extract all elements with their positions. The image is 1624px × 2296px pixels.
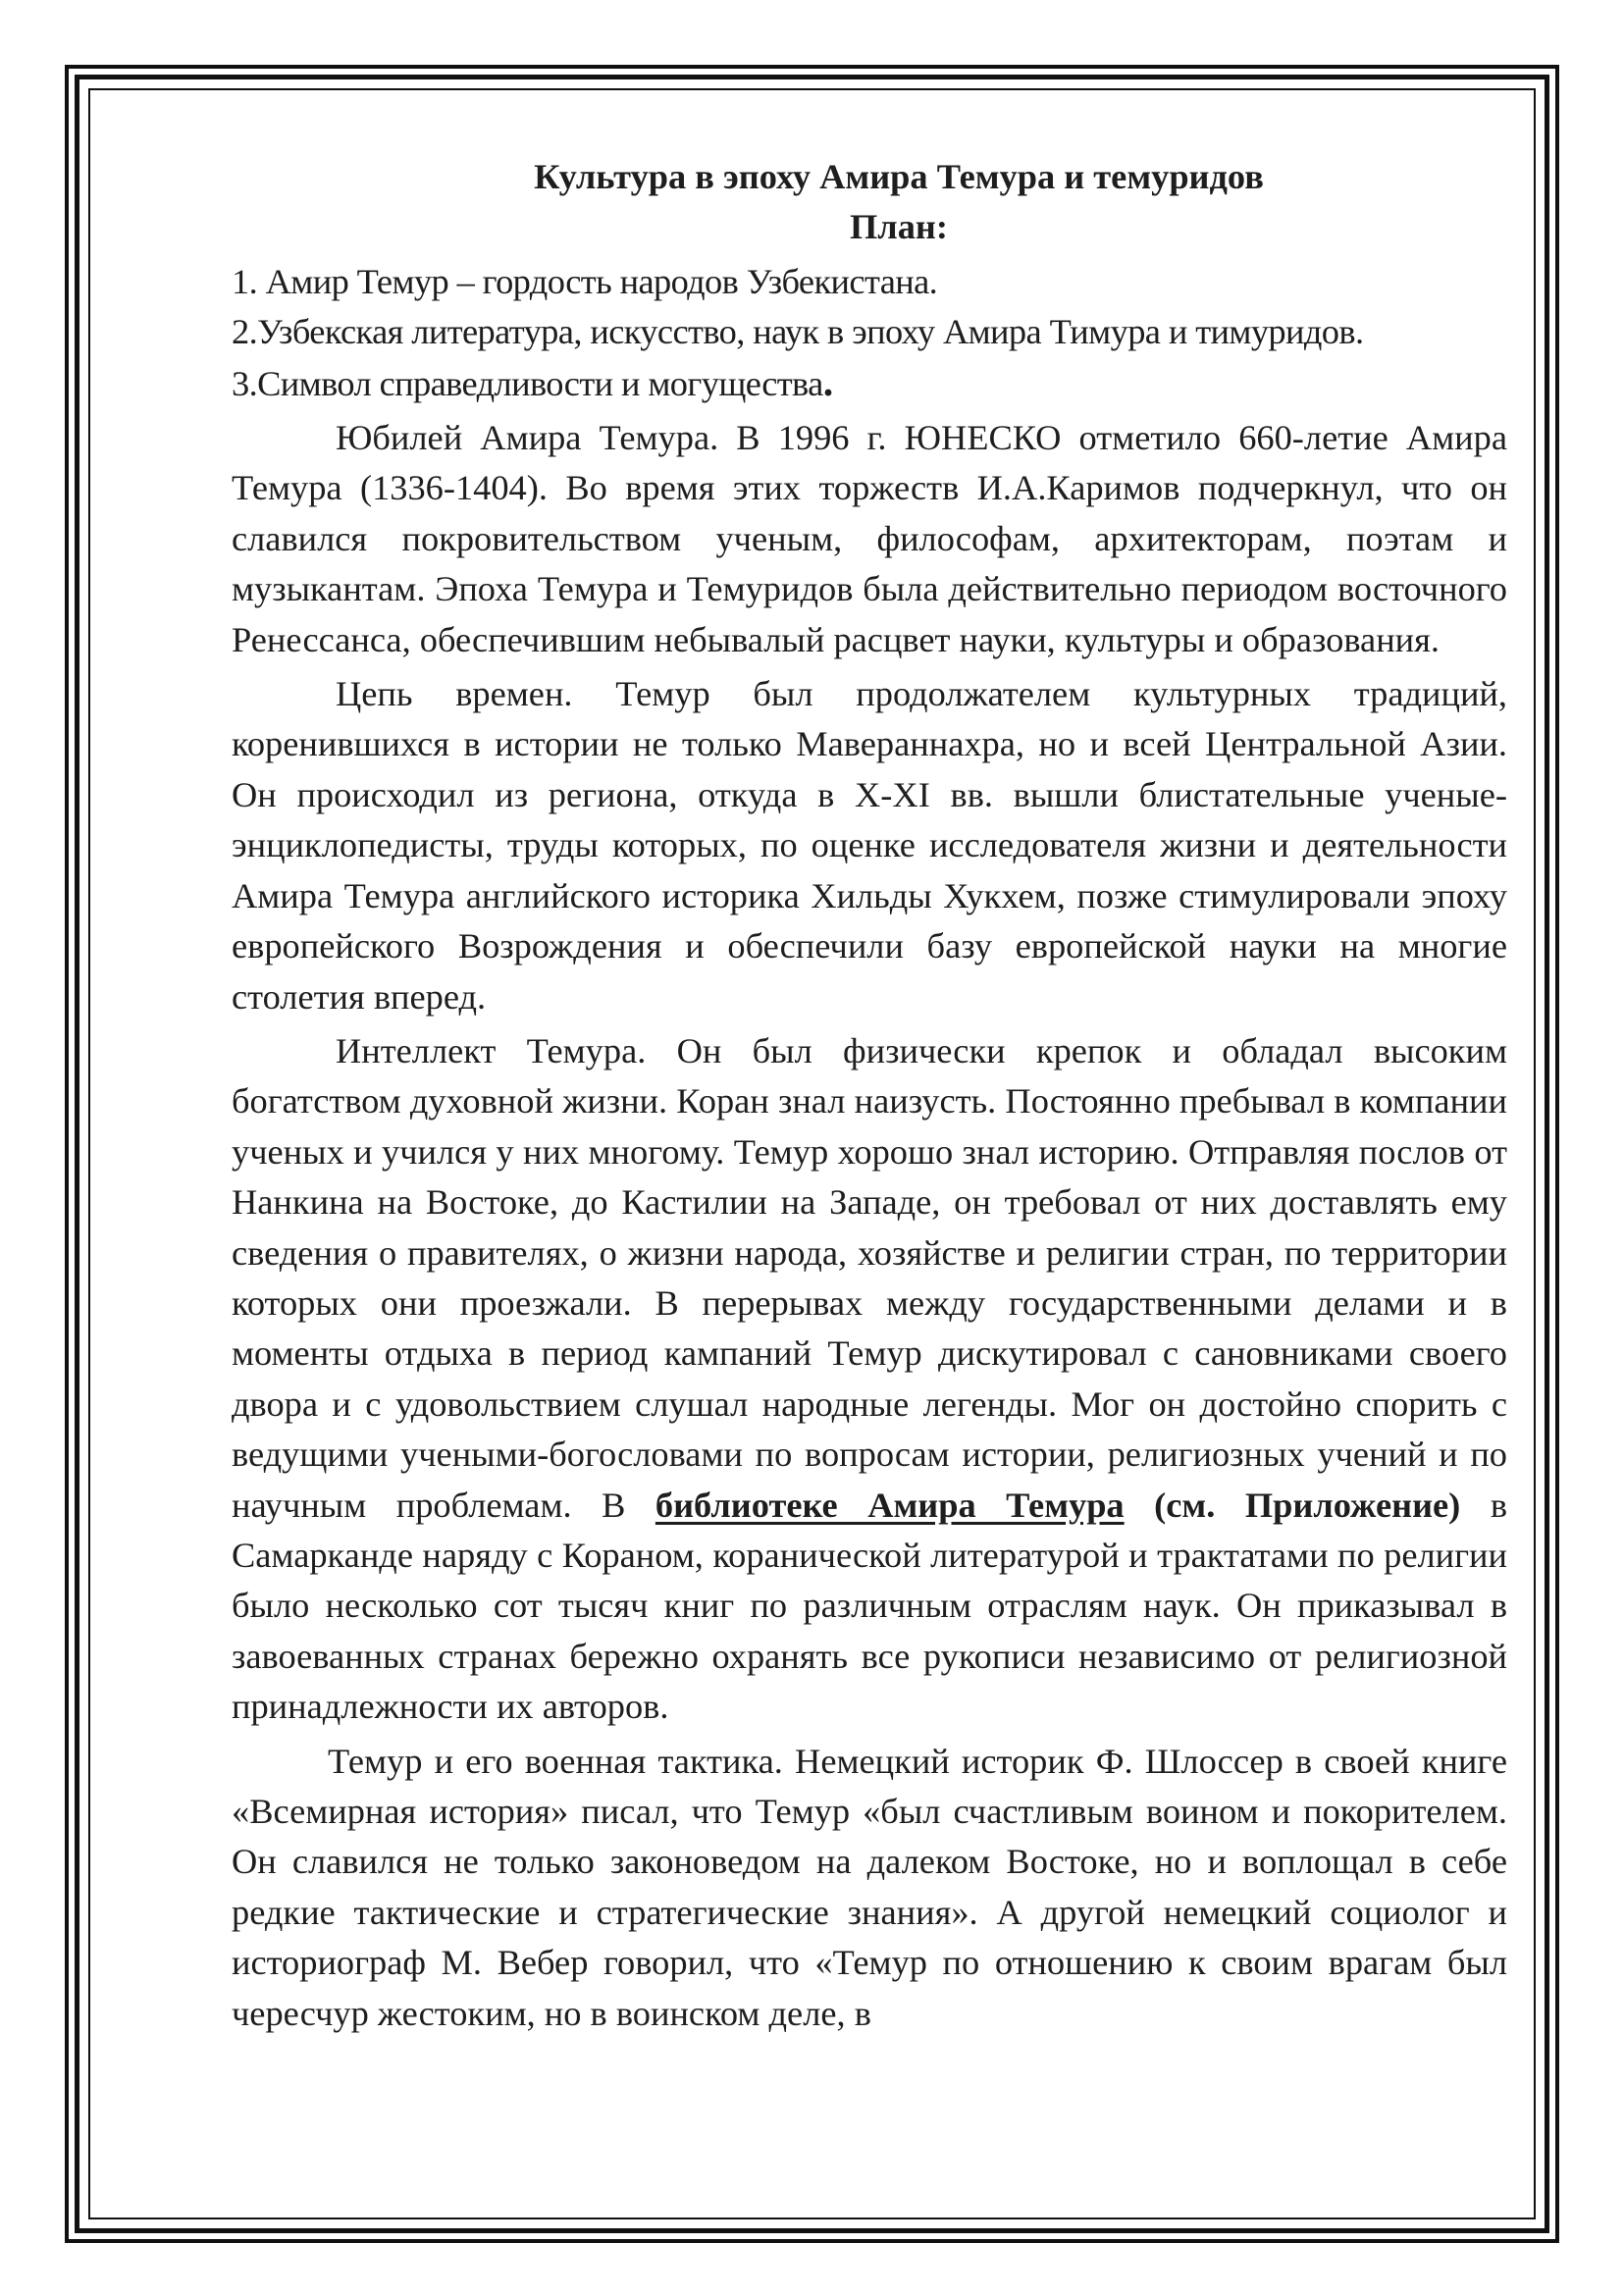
plan-heading: План: [849, 207, 948, 247]
paragraph-jubilee: Юбилей Амира Темура. В 1996 г. ЮНЕСКО отметило 660-летие Амира Темура (1336-1404). Во время этих торжеств И.А.Каримов подчеркнул, что он славился покровительством ученым, философам, архитекторам, поэтам и музыкантам. Эпоха Темура и Темуридов была действительно периодом восточного Ренессанса, обеспечившим небывалый расцвет науки, культуры и образования. [232, 418, 1507, 659]
plan-item-3 [232, 358, 1507, 409]
plan-item-1: 1. Амир Темур – гордость народов Узбекистана. [232, 261, 938, 301]
paragraph-military-tactics: Темур и его военная тактика. Немецкий историк Ф. Шлоссер в своей книге «Всемирная история» писал, что Темур «был счастливым воином и покорителем. Он славился не только законоведом на далеком Востоке, но и воплощал в себе редкие тактические и стратегические знания». А другой немецкий социолог и историограф М. Вебер говорил, что «Темур по отношению к своим врагам был чересчур жестоким, но в воинском деле, в [232, 1741, 1507, 2033]
document-title: Культура в эпоху Амира Темура и темуридов [534, 157, 1264, 196]
appendix-note: (см. Приложение) [1124, 1485, 1461, 1525]
plan-list [232, 257, 1507, 409]
paragraph-intellect-text-end: в Самарканде наряду с Кораном, коранической литературой и трактатами по религии было несколько сот тысяч книг по различным отраслям наук. Он приказывал в завоеванных странах бережно охранять все рукописи независимо от религиозной принадлежности их авторов. [232, 1485, 1508, 1727]
paragraph-intellect [232, 1026, 1507, 1733]
plan-item-3-text: 3.Символ справедливости и могущества [232, 363, 823, 403]
library-link[interactable]: библиотеке Амира Темура [655, 1485, 1125, 1525]
paragraph-chain-of-times: Цепь времен. Темур был продолжателем культурных традиций, коренившихся в истории не только Мавераннахра, но и всей Центральной Азии. Он происходил из региона, откуда в X-XI вв. вышли блистательные ученые-энциклопедисты, труды которых, по оценке исследователя жизни и деятельности Амира Темура английского историка Хильды Хукхем, позже стимулировали эпоху европейского Возрождения и обеспечили базу европейской науки на многие столетия вперед. [232, 674, 1507, 1017]
plan-item-2: 2.Узбекская литература, искусство, наук в эпоху Амира Тимура и тимуридов. [232, 312, 1364, 352]
plan-item-3-period: . [822, 359, 833, 405]
document-body [232, 152, 1507, 2039]
paragraph-intellect-text-start: Интеллект Темура. Он был физически крепок и обладал высоким богатством духовной жизни. Коран знал наизусть. Постоянно пребывал в компании ученых и учился у них многому. Темур хорошо знал историю. Отправляя послов от Нанкина на Востоке, до Кастилии на Западе, он требовал от них доставлять ему сведения о правителях, о жизни народа, хозяйстве и религии стран, по территории которых они проезжали. В перерывах между государственными делами и в моменты отдыха в период кампаний Темур дискутировал с сановниками своего двора и с удовольствием слушал народные легенды. Мог он достойно спорить с ведущими учеными-богословами по вопросам истории, религиозных учений и по научным проблемам. В [232, 1030, 1507, 1525]
